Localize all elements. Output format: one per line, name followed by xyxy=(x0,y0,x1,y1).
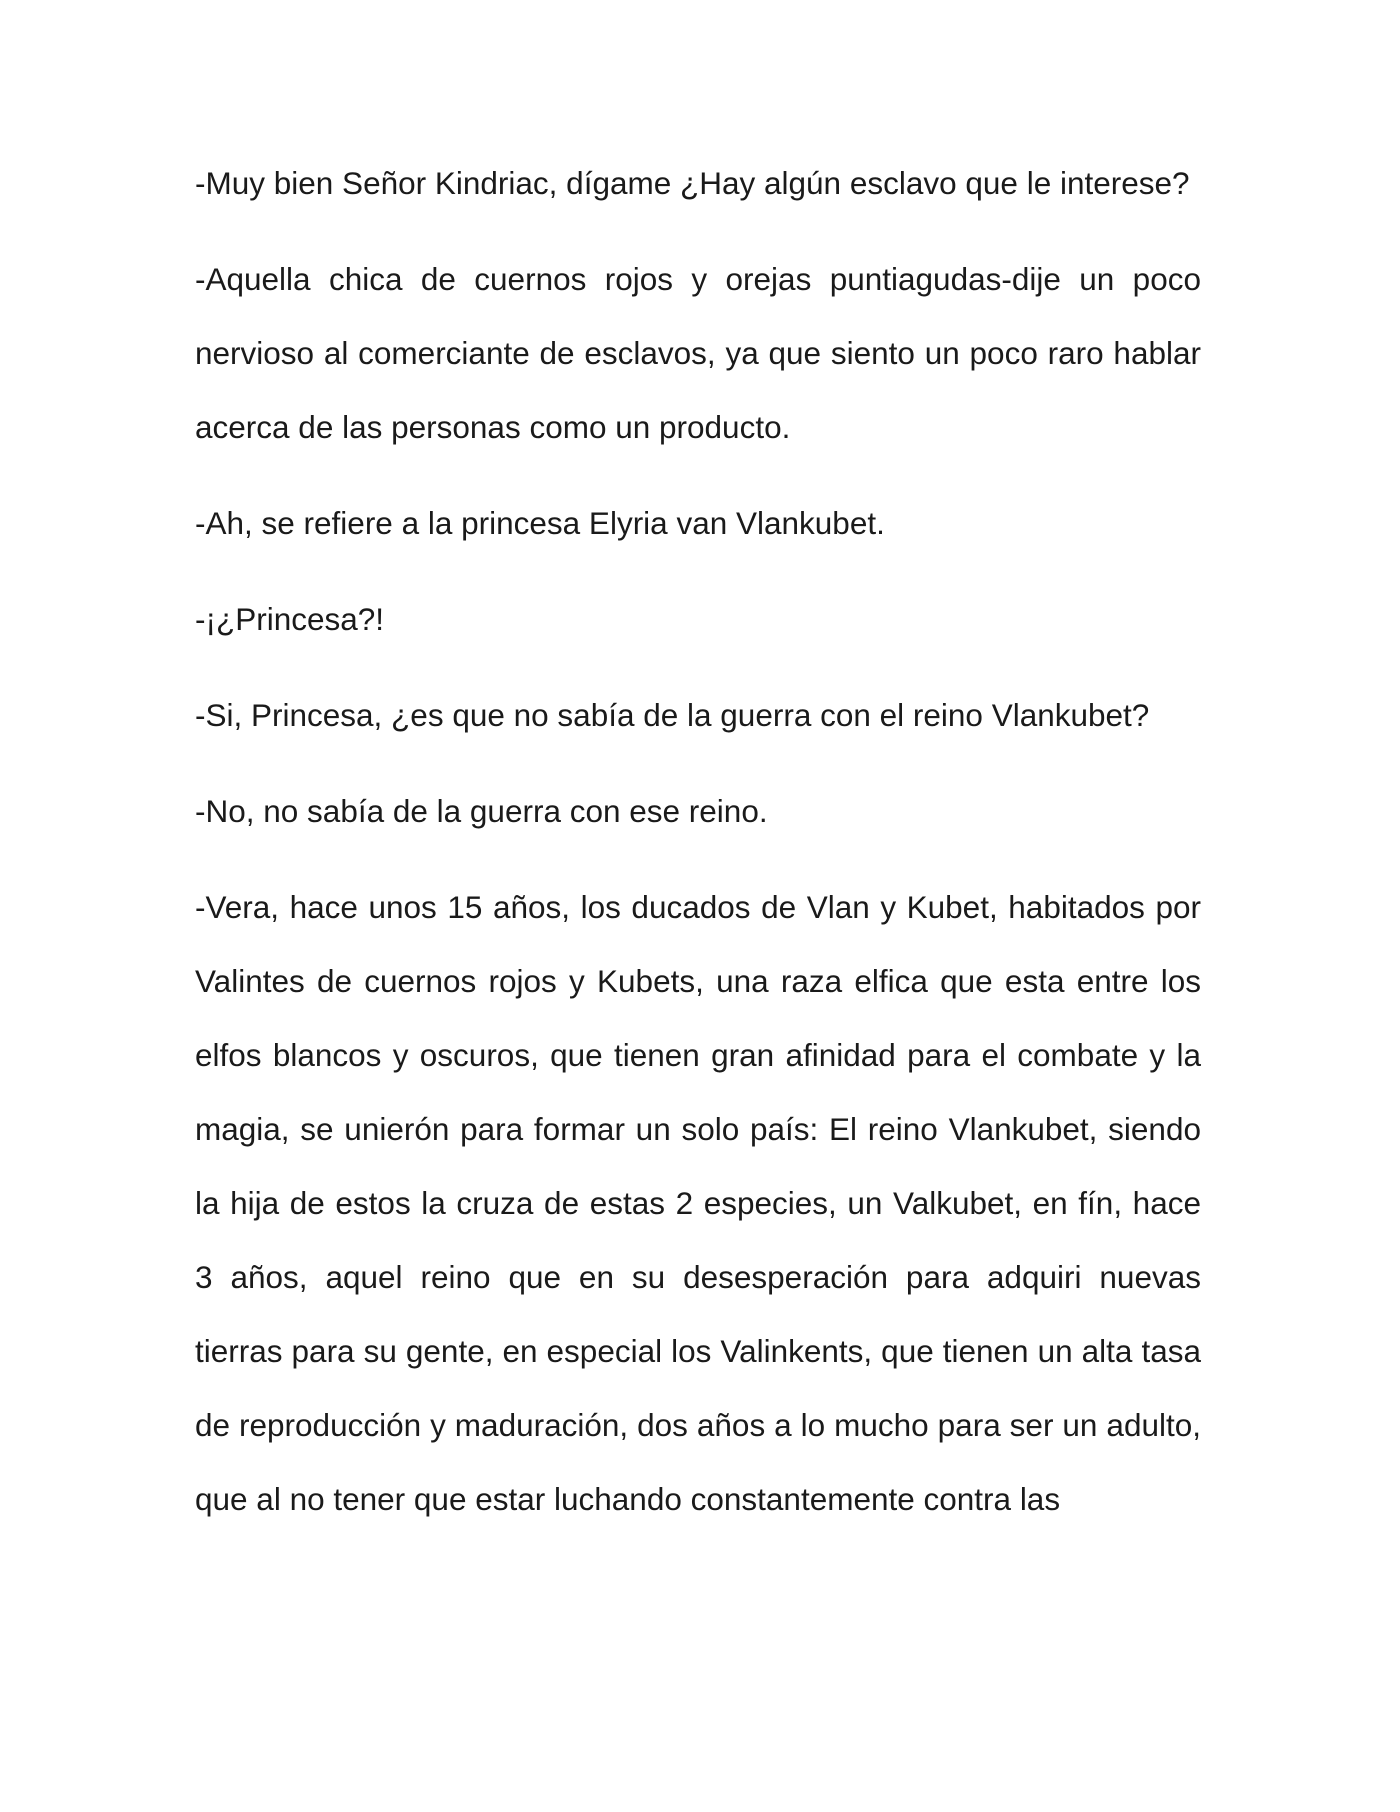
paragraph-2: -Aquella chica de cuernos rojos y orejas puntiagudas-dije un poco nervioso al comerciante de esclavos, ya que siento un poco raro hablar acerca de las personas como un producto. xyxy=(195,261,1201,445)
document-body xyxy=(195,146,1201,1558)
paragraph-1: -Muy bien Señor Kindriac, dígame ¿Hay algún esclavo que le interese? xyxy=(195,165,1190,201)
paragraph-3: -Ah, se refiere a la princesa Elyria van Vlankubet. xyxy=(195,505,885,541)
paragraph-5: -Si, Princesa, ¿es que no sabía de la guerra con el reino Vlankubet? xyxy=(195,697,1150,733)
paragraph-4: -¡¿Princesa?! xyxy=(195,601,385,637)
paragraph-6: -No, no sabía de la guerra con ese reino. xyxy=(195,793,768,829)
paragraph-7: -Vera, hace unos 15 años, los ducados de Vlan y Kubet, habitados por Valintes de cuernos rojos y Kubets, una raza elfica que esta entre los elfos blancos y oscuros, que tienen gran afinidad para el combate y la magia, se unierón para formar un solo país: El reino Vlankubet, siendo la hija de estos la cruza de estas 2 especies, un Valkubet, en fín, hace 3 años, aquel reino que en su desesperación para adquiri nuevas tierras para su gente, en especial los Valinkents, que tienen un alta tasa de reproducción y maduración, dos años a lo mucho para ser un adulto, que al no tener que estar luchando constantemente contra las xyxy=(195,889,1201,1517)
